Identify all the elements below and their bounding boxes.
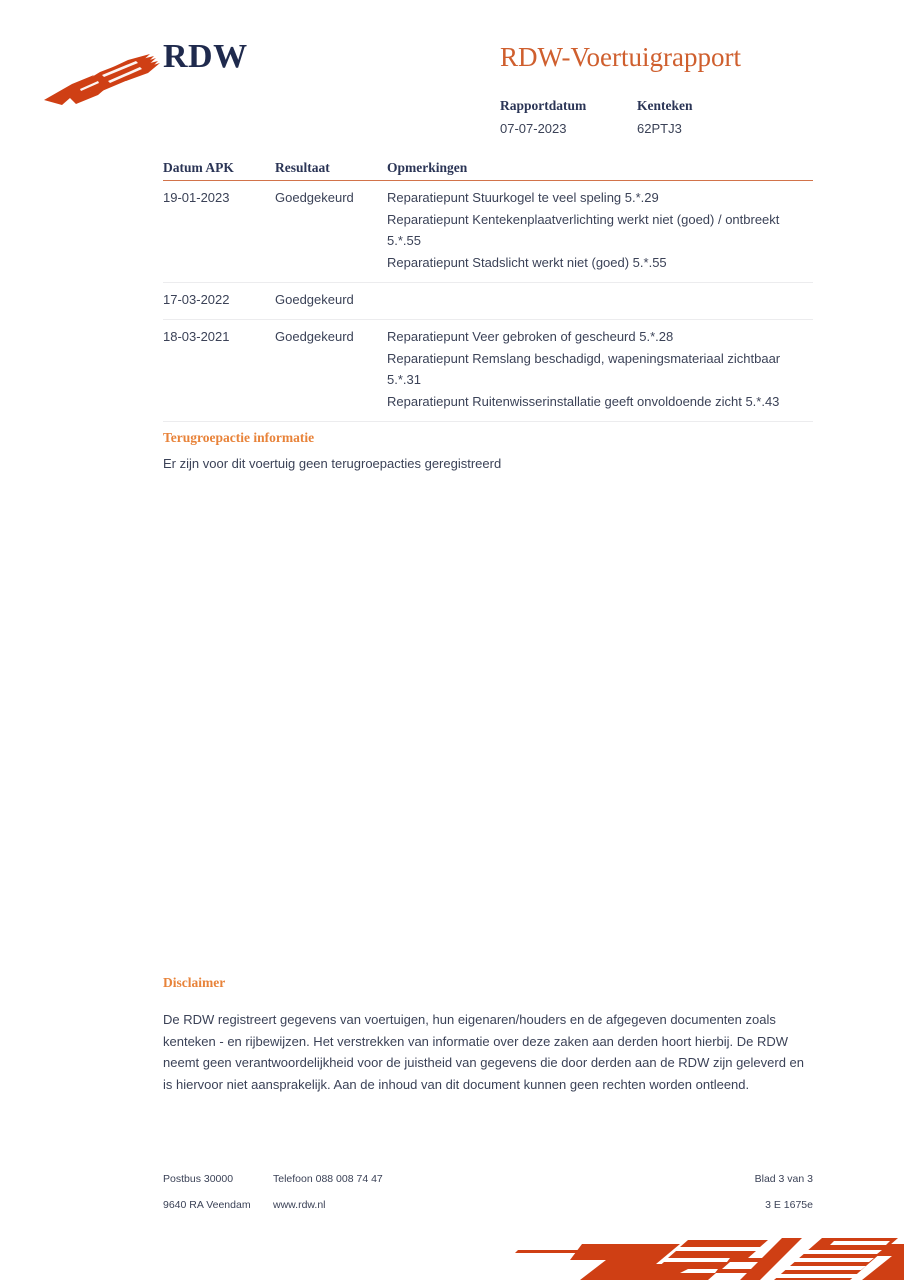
disclaimer-section (163, 975, 813, 1095)
cell-notes (387, 326, 813, 412)
cell-date: 17-03-2022 (163, 292, 230, 307)
table-body (163, 181, 813, 422)
footer-phone: Telefoon 088 008 74 47 (273, 1173, 383, 1185)
page-footer (163, 1170, 813, 1220)
footer-page-info: Blad 3 van 3 (754, 1173, 813, 1185)
report-date-label: Rapportdatum (500, 98, 587, 113)
note-line: Reparatiepunt Stuurkogel te veel speling 5.*.29 (387, 190, 659, 205)
note-line: Reparatiepunt Remslang beschadigd, wapeningsmateriaal zichtbaar 5.*.31 (387, 350, 781, 387)
footer-form-code: 3 E 1675e (765, 1199, 813, 1211)
footer-postbus: Postbus 30000 (163, 1173, 234, 1185)
disclaimer-section-title: Disclaimer (163, 975, 226, 990)
table-row (163, 181, 813, 283)
report-date-value: 07-07-2023 (500, 121, 567, 136)
table-row (163, 320, 813, 422)
note-line: Reparatiepunt Kentekenplaatverlichting werkt niet (goed) / ontbreekt 5.*.55 (387, 211, 780, 248)
column-header-date: Datum APK (163, 160, 234, 175)
note-line: Reparatiepunt Ruitenwisserinstallatie geeft onvoldoende zicht 5.*.43 (387, 393, 780, 409)
note-line: Reparatiepunt Stadslicht werkt niet (goed) 5.*.55 (387, 254, 667, 270)
cell-result: Goedgekeurd (275, 329, 354, 344)
cell-date: 18-03-2021 (163, 329, 230, 344)
plate-value: 62PTJ3 (637, 121, 682, 136)
meta-report-date (500, 98, 586, 137)
rdw-speedlines-graphic-icon (430, 1228, 904, 1280)
column-header-result: Resultaat (275, 160, 330, 175)
cell-result: Goedgekeurd (275, 190, 354, 205)
disclaimer-section-body: De RDW registreert gegevens van voertuigen, hun eigenaren/houders en de afgegeven documenten zoals kenteken - en rijbewijzen. Het verstrekken van informatie over deze zaken aan derden hoort hierbij. De RDW neemt geen verantwoordelijkheid voor de juistheid van gegevens die door derden aan de RDW zijn geleverd en is hiervoor niet aansprakelijk. Aan de inhoud van dit document kunnen geen rechten worden ontleend. (163, 1012, 805, 1092)
brand-wordmark: RDW (163, 38, 248, 75)
rdw-feather-logo-icon (42, 48, 170, 108)
footer-city: 9640 RA Veendam (163, 1199, 251, 1211)
meta-plate (637, 98, 693, 137)
note-line: Reparatiepunt Veer gebroken of gescheurd 5.*.28 (387, 329, 674, 344)
cell-date: 19-01-2023 (163, 190, 230, 205)
table-header-row (163, 160, 813, 181)
recall-information-section (163, 430, 813, 475)
recall-section-body: Er zijn voor dit voertuig geen terugroepacties geregistreerd (163, 456, 502, 471)
page-title: RDW-Voertuigrapport (500, 42, 741, 72)
column-header-notes: Opmerkingen (387, 160, 468, 175)
footer-website[interactable]: www.rdw.nl (273, 1199, 326, 1211)
recall-section-title: Terugroepactie informatie (163, 430, 315, 445)
table-row (163, 283, 813, 320)
plate-label: Kenteken (637, 98, 693, 113)
cell-notes (387, 187, 813, 273)
apk-history-table (163, 160, 813, 422)
cell-result: Goedgekeurd (275, 292, 354, 307)
